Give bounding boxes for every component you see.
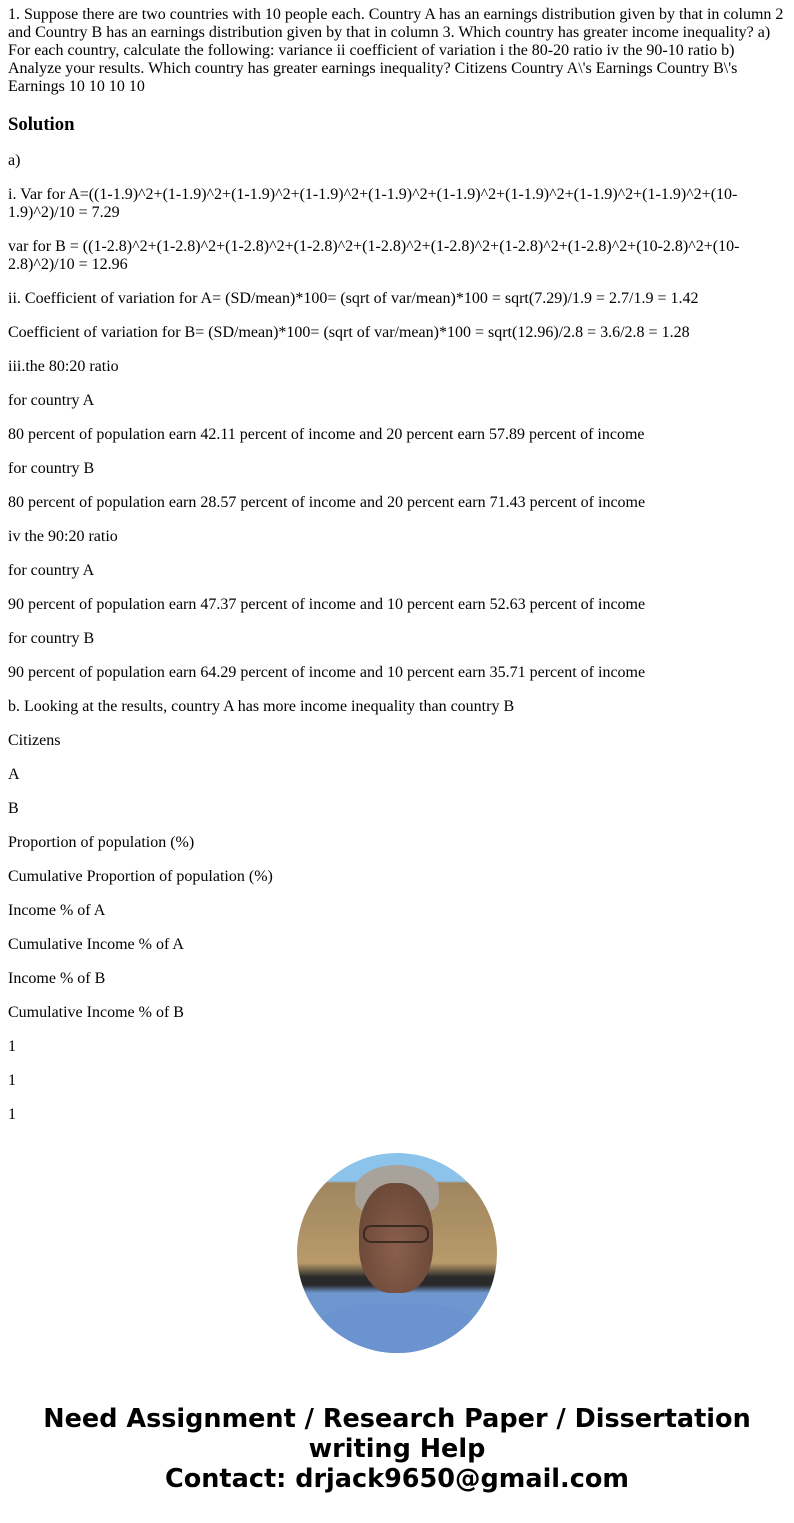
country-a-label: for country A	[8, 562, 95, 579]
ratio-90-a: 90 percent of population earn 47.37 percent of income and 10 percent earn 52.63 percent of income	[8, 596, 646, 613]
table-cell: 1	[8, 1038, 16, 1055]
table-header-income-a: Income % of A	[8, 902, 106, 919]
country-a-label: for country A	[8, 392, 95, 409]
table-header-a: A	[8, 766, 20, 783]
photo-glasses	[363, 1225, 429, 1243]
ratio-80-20-a: 80 percent of population earn 42.11 percent of income and 20 percent earn 57.89 percent of income	[8, 426, 645, 443]
country-b-label: for country B	[8, 630, 95, 647]
author-photo	[297, 1153, 497, 1353]
solution-document	[8, 0, 788, 1124]
photo-shirt	[317, 1303, 477, 1353]
banner-line-2: writing Help	[308, 1434, 486, 1464]
variance-b: var for B = ((1-2.8)^2+(1-2.8)^2+(1-2.8)^2+(1-2.8)^2+(1-2.8)^2+(1-2.8)^2+(1-2.8)^2+(1-2.8)^2+(10-2.8)^2+(10-2.8)^2)/10 = 12.96	[8, 238, 740, 273]
table-header-cumulative-proportion: Cumulative Proportion of population (%)	[8, 868, 273, 885]
contact-banner	[0, 1404, 794, 1494]
table-header-income-b: Income % of B	[8, 970, 106, 987]
table-cell: 1	[8, 1106, 16, 1123]
part-a-label: a)	[8, 152, 21, 169]
table-header-proportion: Proportion of population (%)	[8, 834, 195, 851]
question-text: 1. Suppose there are two countries with 10 people each. Country A has an earnings distribution given by that in column 2 and Country B has an earnings distribution given by that in column 3. Which country has greater income inequality? a) For each country, calculate the following: variance ii coefficient of variation i the 80-20 ratio iv the 90-10 ratio b) Analyze your results. Which country has greater earnings inequality? Citizens Country A\'s Earnings Country B\'s Earnings 10 10 10 10	[8, 6, 784, 95]
part-b-conclusion: b. Looking at the results, country A has more income inequality than country B	[8, 698, 515, 715]
table-cell: 1	[8, 1072, 16, 1089]
ratio-90-b: 90 percent of population earn 64.29 percent of income and 10 percent earn 35.71 percent of income	[8, 664, 646, 681]
ratio-80-20-heading: iii.the 80:20 ratio	[8, 358, 119, 375]
variance-a: i. Var for A=((1-1.9)^2+(1-1.9)^2+(1-1.9)^2+(1-1.9)^2+(1-1.9)^2+(1-1.9)^2+(1-1.9)^2+(1-1.9)^2+(1-1.9)^2+(10-1.9)^2)/10 = 7.29	[8, 186, 738, 221]
table-header-cumulative-income-a: Cumulative Income % of A	[8, 936, 184, 953]
ratio-90-heading: iv the 90:20 ratio	[8, 528, 118, 545]
banner-contact: Contact: drjack9650@gmail.com	[165, 1464, 629, 1494]
ratio-80-20-b: 80 percent of population earn 28.57 percent of income and 20 percent earn 71.43 percent of income	[8, 494, 646, 511]
banner-line-1: Need Assignment / Research Paper / Dissertation	[43, 1404, 751, 1434]
cv-b: Coefficient of variation for B= (SD/mean)*100= (sqrt of var/mean)*100 = sqrt(12.96)/2.8 = 3.6/2.8 = 1.28	[8, 324, 690, 341]
table-header-b: B	[8, 800, 19, 817]
table-header-cumulative-income-b: Cumulative Income % of B	[8, 1004, 184, 1021]
cv-a: ii. Coefficient of variation for A= (SD/mean)*100= (sqrt of var/mean)*100 = sqrt(7.29)/1.9 = 2.7/1.9 = 1.42	[8, 290, 699, 307]
country-b-label: for country B	[8, 460, 95, 477]
table-header-citizens: Citizens	[8, 732, 61, 749]
solution-heading: Solution	[8, 114, 75, 135]
